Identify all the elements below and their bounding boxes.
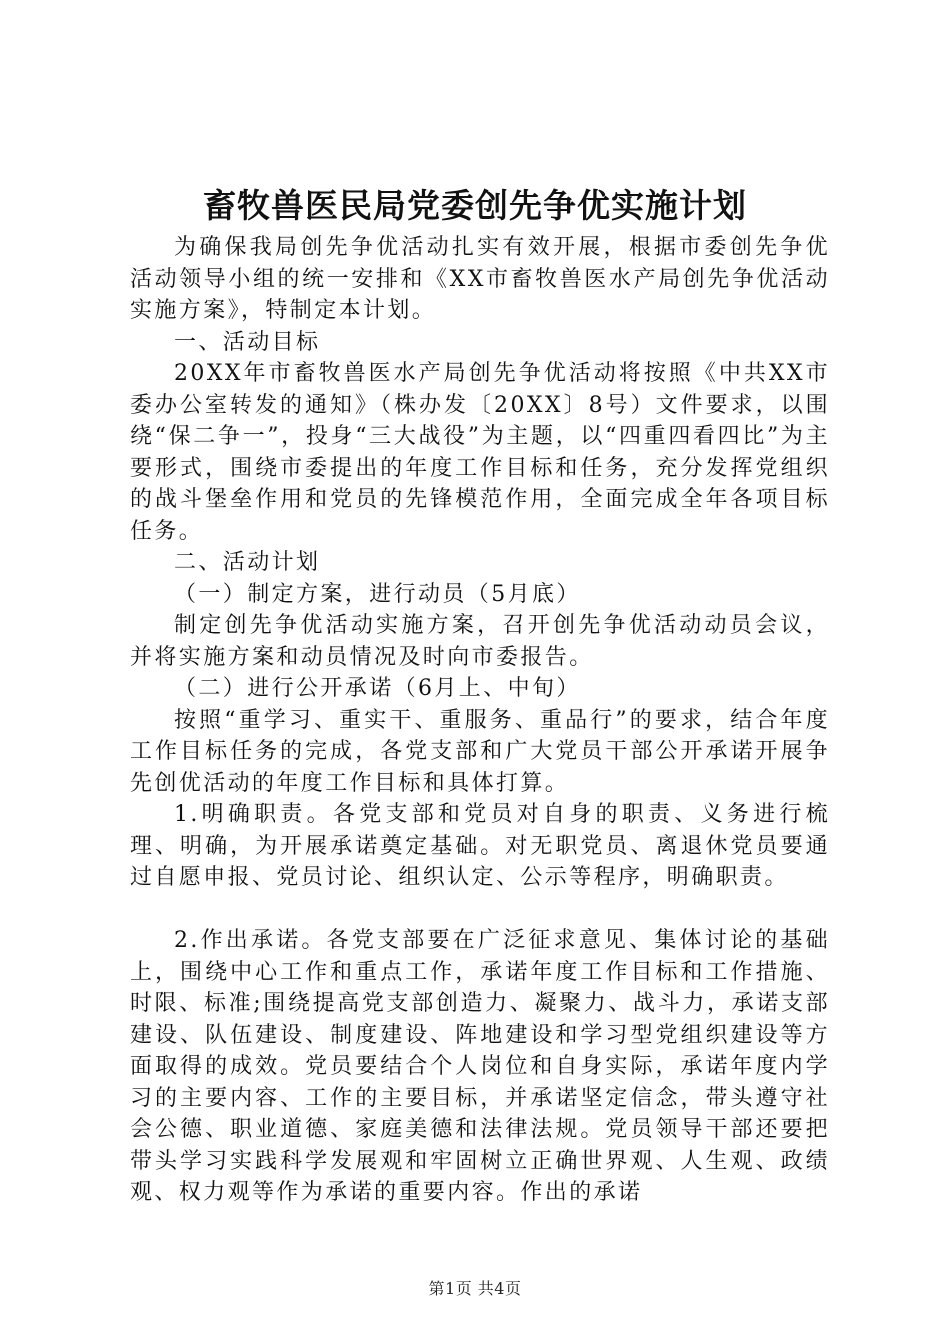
section-heading-goals: 一、活动目标 [174,329,321,355]
goals-paragraph: 20XX年市畜牧兽医水产局创先争优活动将按照《中共XX市委办公室转发的通知》（株办发〔20XX〕8号）文件要求，以围绕“保二争一”，投身“三大战役”为主题，以“四重四看四比”为主要形式，围绕市委提出的年度工作目标和任务，充分发挥党组织的战斗堡垒作用和党员的先锋模范作用，全面完成全年各项目标任务。 [130,361,830,544]
section-heading-plan: 二、活动计划 [174,550,321,575]
subsection-heading-1: （一）制定方案，进行动员（5月底） [174,581,581,607]
item-2-paragraph: 2.作出承诺。各党支部要在广泛征求意见、集体讨论的基础上，围绕中心工作和重点工作，承诺年度工作目标和工作措施、时限、标准;围绕提高党支部创造力、凝聚力、战斗力，承诺支部建设、队伍建设、制度建设、阵地建设和学习型党组织建设等方面取得的成效。党员要结合个人岗位和自身实际，承诺年度内学习的主要内容、工作的主要目标，并承诺坚定信念，带头遵守社会公德、职业道德、家庭美德和法律法规。党员领导干部还要把带头学习实践科学发展观和牢固树立正确世界观、人生观、政绩观、权力观等作为承诺的重要内容。作出的承诺 [130,928,830,1205]
page-footer: 第1页 共4页 [428,1279,522,1298]
subsection-1-paragraph: 制定创先争优活动实施方案，召开创先争优活动动员会议，并将实施方案和动员情况及时向市委报告。 [130,613,830,670]
subsection-heading-2: （二）进行公开承诺（6月上、中旬） [174,676,581,701]
subsection-2-paragraph: 按照“重学习、重实干、重服务、重品行”的要求，结合年度工作目标任务的完成，各党支部和广大党员干部公开承诺开展争先创优活动的年度工作目标和具体打算。 [130,707,830,796]
page-title: 畜牧兽医民局党委创先争优实施计划 [203,186,747,225]
item-1-paragraph: 1.明确职责。各党支部和党员对自身的职责、义务进行梳理、明确，为开展承诺奠定基础。对无职党员、离退休党员要通过自愿申报、党员讨论、组织认定、公示等程序，明确职责。 [130,802,830,890]
intro-paragraph: 为确保我局创先争优活动扎实有效开展，根据市委创先争优活动领导小组的统一安排和《XX市畜牧兽医水产局创先争优活动实施方案》，特制定本计划。 [130,235,830,323]
document-body [130,232,830,1209]
